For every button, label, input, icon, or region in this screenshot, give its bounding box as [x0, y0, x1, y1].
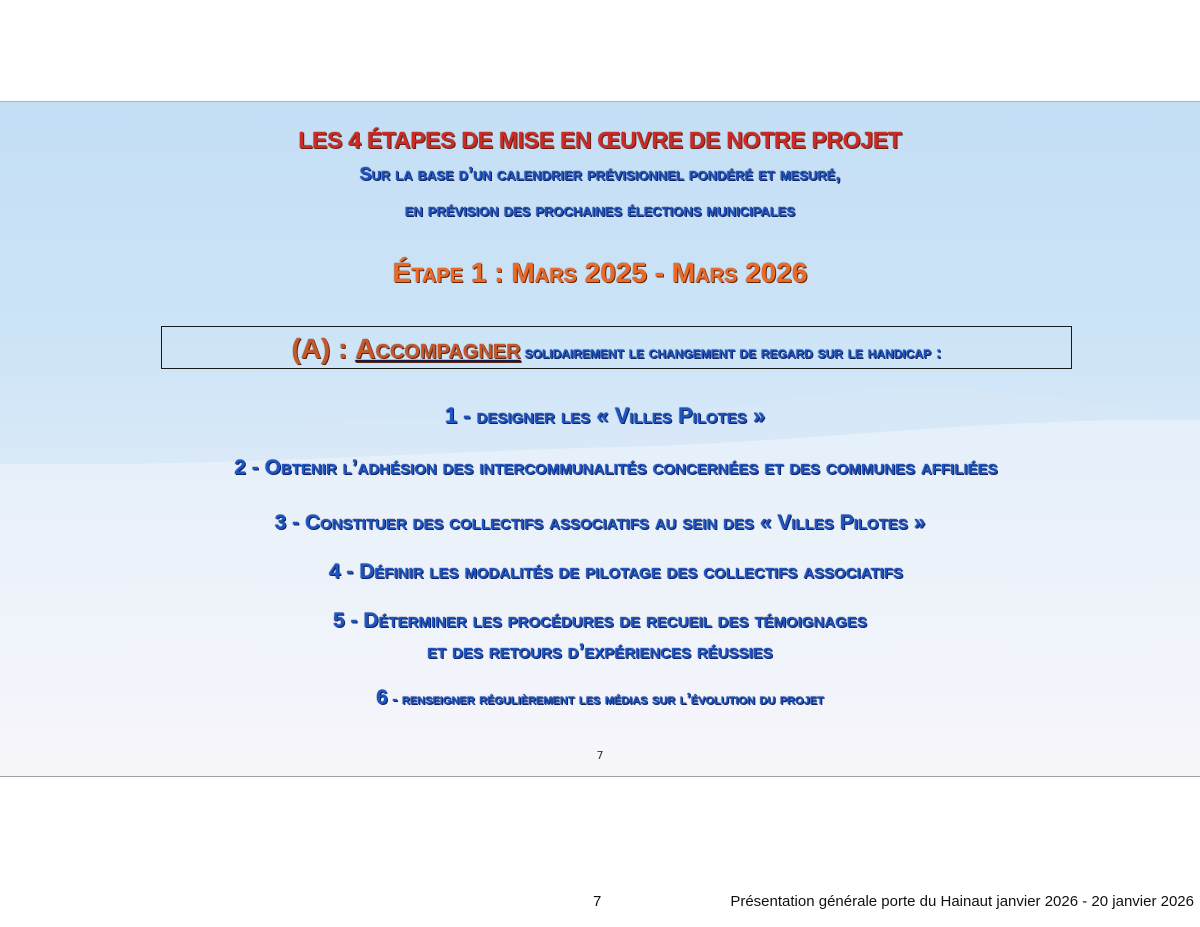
stage-heading: Étape 1 : Mars 2025 - Mars 2026 [392, 257, 808, 288]
step-6-number: 6 [376, 686, 388, 709]
objective-text [162, 333, 1071, 365]
step-2-text: Obtenir l’adhésion des intercommunalités concernées et des communes affiliées [264, 456, 998, 479]
step-1-text: designer les « Villes Pilotes » [476, 403, 766, 428]
slide [0, 101, 1200, 777]
footer-page-number: 7 [593, 893, 602, 910]
step-2 [16, 456, 1200, 480]
step-3 [0, 511, 1200, 535]
slide-subtitle-1: Sur la base d’un calendrier prévisionnel pondéré et mesuré, [359, 164, 841, 184]
step-5-continuation: et des retours d’expériences réussies [427, 640, 773, 663]
step-2-number: 2 - [234, 456, 265, 479]
step-5-number: 5 - [333, 609, 364, 632]
slide-number: 7 [596, 749, 604, 762]
step-3-text: Constituer des collectifs associatifs au sein des « Villes Pilotes » [304, 511, 926, 534]
objective-keyword: Accompagner [355, 333, 521, 364]
footer-caption: Présentation générale porte du Hainaut janvier 2026 - 20 janvier 2026 [730, 893, 1194, 910]
objective-rest: solidairement le changement de regard sur le handicap : [524, 343, 942, 362]
step-4-text: Définir les modalités de pilotage des collectifs associatifs [359, 560, 904, 583]
step-5-text: Déterminer les procédures de recueil des témoignages [363, 609, 867, 632]
step-1-number: 1 - [444, 403, 477, 428]
objective-prefix: (A) : [291, 333, 356, 364]
slide-title: LES 4 ÉTAPES DE MISE EN ŒUVRE DE NOTRE PROJET [298, 127, 902, 153]
slide-subtitle-2: en prévision des prochaines élections municipales [404, 200, 796, 220]
step-6 [0, 686, 1200, 710]
step-4 [16, 560, 1200, 584]
objective-box [161, 326, 1072, 369]
step-1 [5, 403, 1200, 429]
step-5 [0, 609, 1200, 633]
step-4-number: 4 - [328, 560, 360, 583]
step-6-text: - renseigner régulièrement les médias sur l’évolution du projet [387, 691, 824, 708]
step-3-number: 3 - [274, 511, 305, 534]
